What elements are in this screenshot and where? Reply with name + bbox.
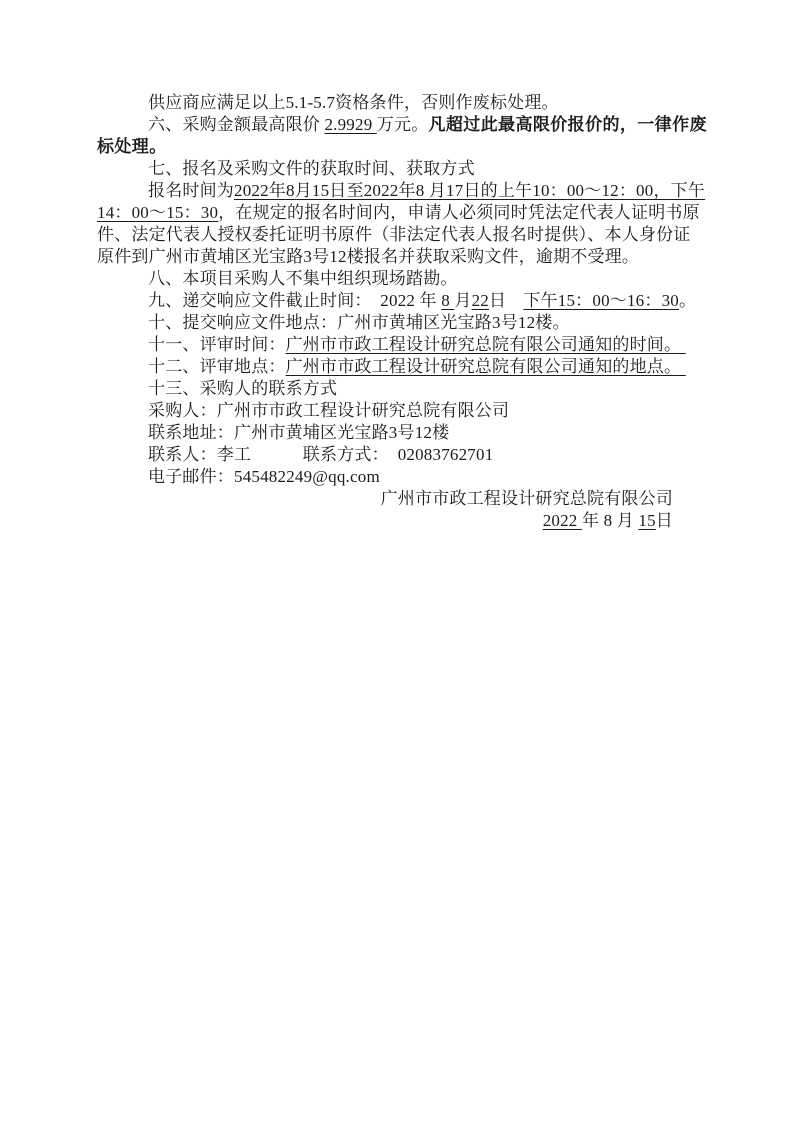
text-segment: 联系人：李工 联系方式： 02083762701 xyxy=(148,445,494,464)
review-location-value: 广州市市政工程设计研究总院有限公司通知的地点。 xyxy=(285,357,686,376)
signup-period-part-2: 14：00～15：30 xyxy=(97,203,219,222)
signup-time-line-2 xyxy=(97,202,700,224)
section-13-contact-heading xyxy=(97,378,697,400)
section-9-deadline xyxy=(97,290,697,312)
text-segment: 件、法定代表人授权委托证明书原件（非法定代表人报名时提供）、本人身份证 xyxy=(97,225,691,244)
text-segment: 。 xyxy=(678,291,697,310)
text-segment: 十三、采购人的联系方式 xyxy=(148,379,338,398)
contact-person-line xyxy=(97,444,697,466)
signature-day: 15 xyxy=(638,511,656,530)
max-price-clause-line-2 xyxy=(97,136,697,158)
signup-time-line-1 xyxy=(97,180,706,202)
qualification-note xyxy=(97,92,697,114)
text-segment: 广州市市政工程设计研究总院有限公司 xyxy=(380,489,673,508)
section-12-review-location xyxy=(97,356,697,378)
text-segment: 月 xyxy=(454,291,472,310)
signup-period-part-1: 2022年8月15日至2022年8 月17日的上午10：00～12：00，下午 xyxy=(234,181,706,200)
review-time-value: 广州市市政工程设计研究总院有限公司通知的时间。 xyxy=(285,335,686,354)
signature-company xyxy=(97,488,697,510)
section-8-site-visit xyxy=(97,268,697,290)
section-11-review-time xyxy=(97,334,697,356)
text-segment: 六、采购金额最高限价 xyxy=(148,115,325,134)
text-segment: 八、本项目采购人不集中组织现场踏勘。 xyxy=(148,269,458,288)
purchaser-line xyxy=(97,400,697,422)
section-10-submit-location xyxy=(97,312,697,334)
text-segment: 日 xyxy=(655,511,673,530)
section-7-heading xyxy=(97,158,697,180)
contact-address-line xyxy=(97,422,697,444)
text-segment: 九、递交响应文件截止时间： 2022 年 xyxy=(148,291,442,310)
over-price-warning: 凡超过此最高限价报价的，一律作废 xyxy=(428,115,707,134)
deadline-day: 22 xyxy=(471,291,489,310)
email-line xyxy=(97,466,697,488)
text-segment: 十一、评审时间： xyxy=(148,335,286,354)
signup-time-line-3 xyxy=(97,224,697,246)
signup-time-line-4 xyxy=(97,246,697,268)
text-segment: 七、报名及采购文件的获取时间、获取方式 xyxy=(148,159,475,178)
deadline-time: 下午15：00～16：30 xyxy=(523,291,679,310)
text-segment: ，在规定的报名时间内，申请人必须同时凭法定代表人证明书原 xyxy=(218,203,700,222)
text-segment: 联系地址：广州市黄埔区光宝路3号12楼 xyxy=(148,423,450,442)
text-segment: 十二、评审地点： xyxy=(148,357,286,376)
max-price-clause-line-1 xyxy=(97,114,707,136)
text-segment: 日 xyxy=(488,291,524,310)
text-segment: 报名时间为 xyxy=(148,181,234,200)
text-segment: 原件到广州市黄埔区光宝路3号12楼报名并获取采购文件，逾期不受理。 xyxy=(97,247,640,266)
max-price-value: 2.9929 xyxy=(324,115,377,134)
signature-year: 2022 xyxy=(542,511,582,530)
document-body xyxy=(97,92,707,532)
text-segment: 年 8 月 xyxy=(581,511,639,530)
deadline-month: 8 xyxy=(441,291,455,310)
over-price-warning-cont: 标处理。 xyxy=(97,137,167,156)
signature-date xyxy=(97,510,697,532)
text-segment: 万元。 xyxy=(376,115,429,134)
text-segment: 十、提交响应文件地点：广州市黄埔区光宝路3号12楼。 xyxy=(148,313,570,332)
text-segment: 供应商应满足以上5.1-5.7资格条件，否则作废标处理。 xyxy=(148,93,559,112)
text-segment: 采购人：广州市市政工程设计研究总院有限公司 xyxy=(148,401,510,420)
text-segment: 电子邮件：545482249@qq.com xyxy=(148,467,380,486)
